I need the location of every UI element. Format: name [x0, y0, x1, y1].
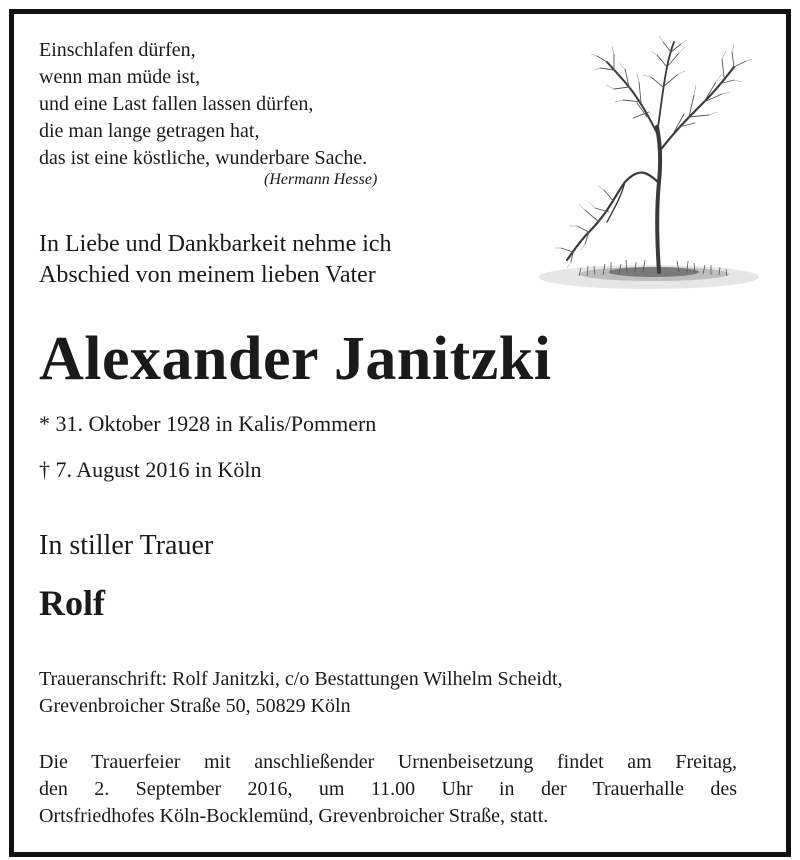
- mourning-address: [39, 666, 563, 720]
- ground-grass: [539, 260, 759, 289]
- birth-info: * 31. Oktober 1928 in Kalis/Pommern: [39, 411, 377, 436]
- ceremony-line: Ortsfriedhofes Köln-Bocklemünd, Grevenbroicher Straße, statt.: [39, 805, 549, 827]
- ceremony-notice: [39, 749, 737, 830]
- mourner-name: Rolf: [39, 583, 105, 623]
- poem-line: Einschlafen dürfen,: [39, 39, 196, 61]
- tree-branches: [561, 42, 746, 262]
- farewell-intro: [39, 229, 392, 291]
- death-info: † 7. August 2016 in Köln: [39, 457, 262, 482]
- poem-author: (Hermann Hesse): [264, 171, 378, 188]
- poem: [39, 37, 367, 172]
- poem-line: das ist eine köstliche, wunderbare Sache.: [39, 147, 368, 169]
- address-line: Traueranschrift: Rolf Janitzki, c/o Bestattungen Wilhelm Scheidt,: [39, 668, 563, 690]
- address-line: Grevenbroicher Straße 50, 50829 Köln: [39, 695, 351, 717]
- tree-twigs: [555, 36, 752, 268]
- poem-line: wenn man müde ist,: [39, 66, 201, 88]
- intro-line: Abschied von meinem lieben Vater: [39, 262, 376, 288]
- intro-line: In Liebe und Dankbarkeit nehme ich: [39, 231, 392, 257]
- poem-line: und eine Last fallen lassen dürfen,: [39, 93, 314, 115]
- mourning-phrase: In stiller Trauer: [39, 530, 214, 561]
- tree-trunk: [567, 42, 734, 272]
- obituary-frame: [9, 9, 791, 857]
- ceremony-line: den 2. September 2016, um 11.00 Uhr in der Trauerhalle des: [39, 778, 737, 800]
- ceremony-line: Die Trauerfeier mit anschließender Urnenbeisetzung findet am Freitag,: [39, 751, 737, 773]
- tree-illustration: [529, 32, 774, 307]
- deceased-name: Alexander Janitzki: [39, 325, 552, 393]
- poem-line: die man lange getragen hat,: [39, 120, 260, 142]
